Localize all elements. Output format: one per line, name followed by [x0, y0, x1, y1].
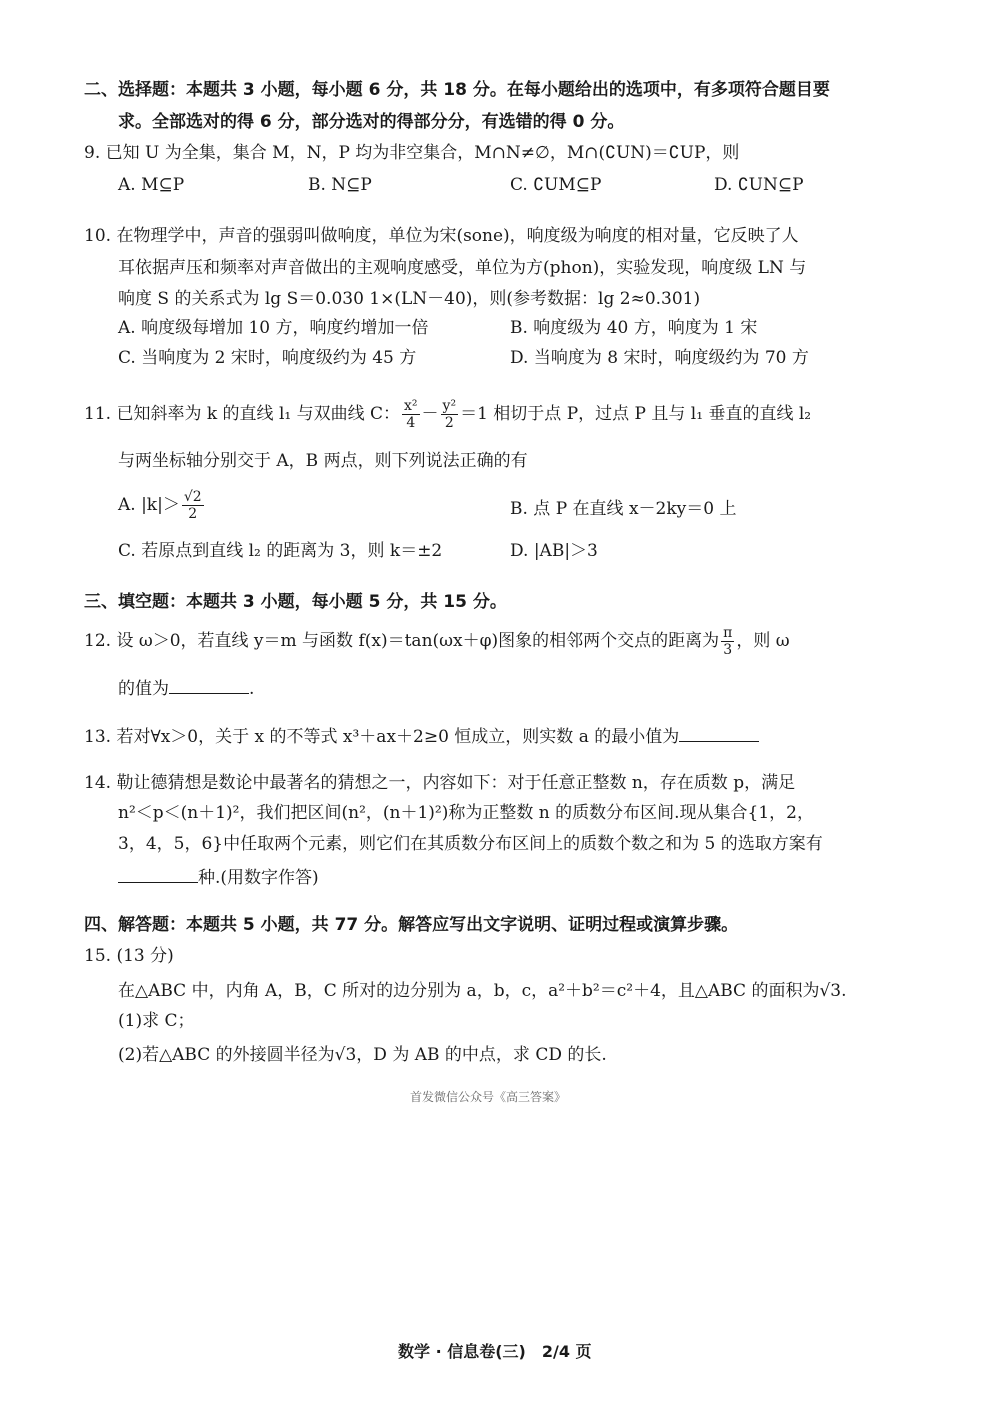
question-13-text: 13. 若对∀x＞0，关于 x 的不等式 x³＋ax＋2≥0 恒成立，则实数 a 的最小值为: [84, 727, 680, 747]
question-12-line1-post: ，则 ω: [736, 631, 790, 652]
question-10-option-b: B. 响度级为 40 方，响度为 1 宋: [510, 318, 758, 338]
fraction-numerator: √2: [183, 489, 202, 505]
section-4-header: 四、解答题：本题共 5 小题，共 77 分。解答应写出文字说明、证明过程或演算步骤。: [84, 915, 739, 935]
question-10-line2: 耳依据声压和频率对声音做出的主观响度感受，单位为方(phon)，实验发现，响度级 LN 与: [118, 258, 807, 278]
section-2-header-line2: 求。全部选对的得 6 分，部分选对的得部分分，有选错的得 0 分。: [118, 112, 625, 132]
question-11-stem: [84, 398, 811, 431]
question-12-line1: [84, 625, 790, 658]
fraction-denominator: 3: [723, 642, 733, 659]
question-9-option-c: C. ∁UM⊆P: [510, 175, 602, 195]
question-11-option-b: B. 点 P 在直线 x－2ky＝0 上: [510, 499, 737, 519]
question-14-line2: n²＜p＜(n＋1)²，我们把区间(n²，(n＋1)²)称为正整数 n 的质数分布区间.现从集合{1，2，: [118, 803, 814, 823]
question-14-line4: [118, 866, 319, 888]
hyperbola-x-fraction: [402, 398, 420, 431]
fraction-numerator: π: [723, 625, 733, 641]
question-11-line2: 与两坐标轴分别交于 A，B 两点，则下列说法正确的有: [118, 451, 528, 471]
pi-over-3-fraction: [721, 625, 734, 658]
question-9-option-d: D. ∁UN⊆P: [714, 175, 804, 195]
fraction-numerator: y²: [442, 398, 457, 414]
question-14-line3: 3，4，5，6}中任取两个元素，则它们在其质数分布区间上的质数个数之和为 5 的选取方案有: [118, 834, 823, 854]
question-15-part1: (1)求 C；: [118, 1011, 195, 1031]
fraction-denominator: 2: [444, 415, 454, 432]
fraction-denominator: 2: [188, 506, 198, 523]
fraction-denominator: 4: [406, 415, 416, 432]
question-10-line3: 响度 S 的关系式为 lg S＝0.030 1×(LN－40)，则(参考数据：lg 2≈0.301): [118, 289, 701, 309]
question-10-option-d: D. 当响度为 8 宋时，响度级约为 70 方: [510, 348, 809, 368]
fraction-numerator: x²: [404, 398, 418, 414]
question-9-option-a: A. M⊆P: [118, 175, 185, 195]
question-10-line1: 10. 在物理学中，声音的强弱叫做响度，单位为宋(sone)，响度级为响度的相对量，它反映了人: [84, 226, 799, 246]
page-footer: 数学 · 信息卷(三) 2/4 页: [398, 1342, 592, 1361]
question-9-stem: 9. 已知 U 为全集，集合 M，N，P 均为非空集合，M∩N≠∅，M∩(∁UN)＝∁UP，则: [84, 143, 740, 163]
option-a-text: A. |k|＞: [118, 495, 180, 516]
minus-sign: －: [421, 404, 439, 425]
section-3-header: 三、填空题：本题共 3 小题，每小题 5 分，共 15 分。: [84, 592, 507, 612]
question-10-option-c: C. 当响度为 2 宋时，响度级约为 45 方: [118, 348, 417, 368]
question-11-option-c: C. 若原点到直线 l₂ 的距离为 3，则 k＝±2: [118, 541, 443, 561]
answer-blank-q14[interactable]: [118, 866, 198, 883]
watermark-text: 首发微信公众号《高三答案》: [410, 1090, 567, 1104]
question-13: [84, 725, 759, 747]
question-11-stem-post: ＝1 相切于点 P，过点 P 且与 l₁ 垂直的直线 l₂: [460, 404, 812, 425]
question-12-line2-pre: 的值为: [118, 679, 169, 699]
question-11-option-d: D. |AB|＞3: [510, 541, 598, 561]
question-12-line1-pre: 12. 设 ω＞0，若直线 y＝m 与函数 f(x)＝tan(ωx＋φ)图象的相邻两个交点的距离为: [84, 631, 720, 652]
question-12-line2: [118, 677, 254, 699]
question-15-part2: (2)若△ABC 的外接圆半径为√3，D 为 AB 的中点，求 CD 的长.: [118, 1045, 607, 1065]
question-11-stem-pre: 11. 已知斜率为 k 的直线 l₁ 与双曲线 C：: [84, 404, 401, 425]
question-11-option-a: [118, 489, 206, 522]
hyperbola-y-fraction: [441, 398, 459, 431]
question-9-option-b: B. N⊆P: [308, 175, 372, 195]
sqrt2-over-2-fraction: [182, 489, 204, 522]
question-10-option-a: A. 响度级每增加 10 方，响度约增加一倍: [118, 318, 429, 338]
question-14-line1: 14. 勒让德猜想是数论中最著名的猜想之一，内容如下：对于任意正整数 n，存在质数 p，满足: [84, 773, 796, 793]
question-12-line2-post: .: [249, 679, 255, 699]
answer-blank-q13[interactable]: [679, 725, 759, 742]
question-15-label: 15. (13 分): [84, 946, 174, 966]
answer-blank-q12[interactable]: [169, 677, 249, 694]
question-14-line4-post: 种.(用数字作答): [198, 868, 319, 888]
question-15-line1: 在△ABC 中，内角 A，B，C 所对的边分别为 a，b，c，a²＋b²＝c²＋4，且△ABC 的面积为√3.: [118, 981, 847, 1001]
section-2-header-line1: 二、选择题：本题共 3 小题，每小题 6 分，共 18 分。在每小题给出的选项中，有多项符合题目要: [84, 80, 830, 100]
